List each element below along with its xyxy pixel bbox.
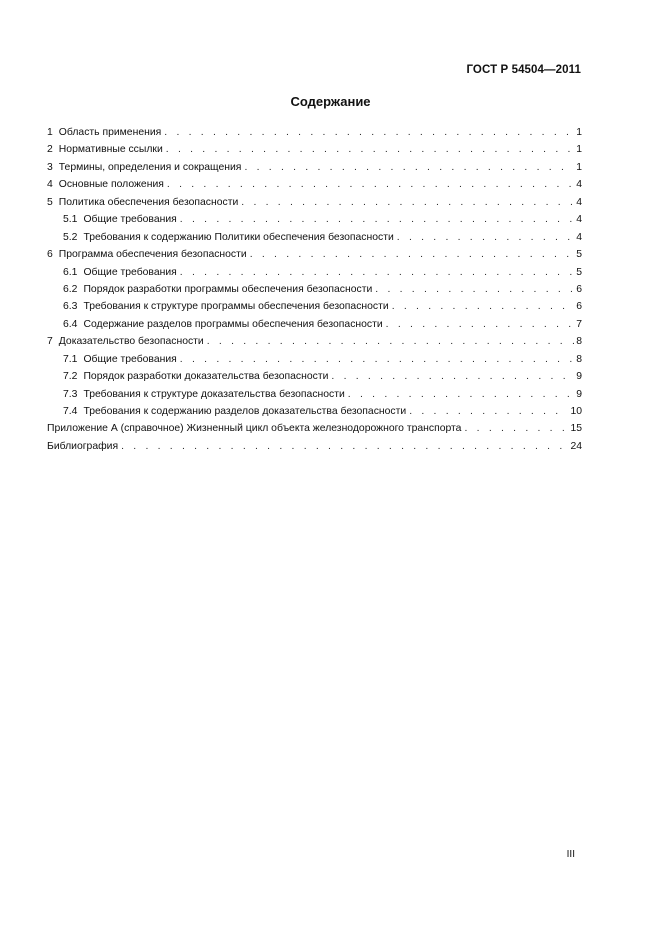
- toc-entry-number: 2: [47, 144, 53, 156]
- toc-entry-appendix[interactable]: [47, 420, 582, 437]
- toc-dot-leader: [250, 246, 575, 263]
- toc-entry-label: Общие требования: [83, 214, 177, 226]
- toc-entry-number: 7.4: [63, 406, 78, 417]
- toc-entry-number: 1: [47, 127, 53, 138]
- toc-subentry[interactable]: [47, 316, 582, 333]
- toc-entry-label: Требования к содержанию разделов доказательства безопасности: [83, 406, 407, 417]
- toc-entry-number: 5.2: [63, 231, 78, 243]
- toc-subentry[interactable]: [47, 403, 582, 420]
- toc-entry-label: Термины, определения и сокращения: [58, 161, 242, 173]
- toc-entry-page: 5: [576, 266, 582, 278]
- toc-entry-page: 6: [576, 283, 582, 295]
- toc-entry-label: Содержание разделов программы обеспечения безопасности: [83, 318, 383, 330]
- toc-entry-page: 4: [576, 231, 582, 243]
- table-of-contents: [47, 124, 582, 455]
- toc-dot-leader: [180, 211, 574, 228]
- toc-entry-page: 1: [576, 144, 582, 156]
- toc-entry-number: 5: [47, 196, 53, 208]
- toc-entry[interactable]: [47, 333, 582, 350]
- toc-entry-number: 6.3: [63, 301, 78, 313]
- toc-entry-label: Нормативные ссылки: [58, 144, 163, 156]
- toc-subentry[interactable]: [47, 386, 582, 403]
- toc-entry-page: 4: [576, 179, 582, 191]
- toc-entry-page: 4: [576, 214, 582, 226]
- toc-entry-page: 7: [576, 318, 582, 330]
- toc-subentry[interactable]: [47, 264, 582, 281]
- toc-entry-label: Область применения: [58, 127, 162, 138]
- toc-entry-label: Библиография: [47, 440, 119, 452]
- toc-entry-label: Требования к структуре программы обеспечения безопасности: [83, 301, 389, 313]
- toc-entry-number: 7.1: [63, 353, 78, 365]
- toc-subentry[interactable]: [47, 298, 582, 315]
- toc-subentry[interactable]: [47, 368, 582, 385]
- toc-entry[interactable]: [47, 159, 582, 176]
- page-title: Содержание: [290, 94, 371, 109]
- toc-entry-number: 6.4: [63, 318, 78, 330]
- toc-entry[interactable]: [47, 141, 582, 158]
- toc-dot-leader: [167, 176, 574, 193]
- toc-entry-page: 10: [570, 406, 582, 417]
- toc-entry-label: Порядок разработки программы обеспечения безопасности: [83, 283, 373, 295]
- toc-entry-label: Основные положения: [58, 179, 164, 191]
- toc-entry-label: Программа обеспечения безопасности: [58, 249, 247, 261]
- toc-subentry[interactable]: [47, 211, 582, 228]
- toc-entry-number: 6: [47, 249, 53, 261]
- toc-dot-leader: [166, 141, 574, 158]
- toc-dot-leader: [464, 420, 568, 437]
- toc-entry-label: Общие требования: [83, 353, 177, 365]
- toc-entry-page: 5: [576, 249, 582, 261]
- page-number: III: [566, 849, 575, 860]
- toc-entry-number: 5.1: [63, 214, 78, 226]
- toc-entry-page: 4: [576, 196, 582, 208]
- toc-entry[interactable]: [47, 176, 582, 193]
- toc-entry-number: 7: [47, 336, 53, 348]
- toc-entry-page: 9: [576, 371, 582, 383]
- toc-entry-page: 8: [576, 353, 582, 365]
- toc-dot-leader: [348, 386, 574, 403]
- toc-entry-number: 7.2: [63, 371, 78, 383]
- toc-entry[interactable]: [47, 194, 582, 211]
- toc-subentry[interactable]: [47, 351, 582, 368]
- toc-dot-leader: [180, 264, 574, 281]
- toc-dot-leader: [386, 316, 575, 333]
- toc-entry-page: 1: [576, 127, 582, 138]
- toc-entry-label: Приложение А (справочное) Жизненный цикл объекта железнодорожного транспорта: [47, 423, 462, 435]
- toc-entry-number: 6.2: [63, 283, 78, 295]
- toc-subentry[interactable]: [47, 229, 582, 246]
- toc-dot-leader: [397, 229, 574, 246]
- toc-dot-leader: [244, 159, 574, 176]
- toc-subentry[interactable]: [47, 281, 582, 298]
- toc-dot-leader: [207, 333, 574, 350]
- toc-entry-number: 4: [47, 179, 53, 191]
- toc-entry-number: 7.3: [63, 388, 78, 400]
- toc-entry-label: Требования к структуре доказательства безопасности: [83, 388, 345, 400]
- toc-entry-bibliography[interactable]: [47, 438, 582, 455]
- toc-entry-page: 9: [576, 388, 582, 400]
- toc-entry-number: 6.1: [63, 266, 78, 278]
- toc-entry-label: Политика обеспечения безопасности: [58, 196, 239, 208]
- toc-entry-page: 15: [570, 423, 582, 435]
- toc-dot-leader: [375, 281, 574, 298]
- toc-dot-leader: [121, 438, 568, 455]
- toc-dot-leader: [392, 298, 575, 315]
- toc-entry-page: 8: [576, 336, 582, 348]
- toc-entry-label: Требования к содержанию Политики обеспечения безопасности: [83, 231, 394, 243]
- toc-dot-leader: [180, 351, 574, 368]
- document-code: ГОСТ Р 54504—2011: [466, 64, 581, 76]
- toc-dot-leader: [409, 403, 568, 420]
- toc-entry[interactable]: [47, 124, 582, 141]
- toc-dot-leader: [241, 194, 574, 211]
- toc-entry-page: 6: [576, 301, 582, 313]
- toc-entry[interactable]: [47, 246, 582, 263]
- toc-entry-page: 24: [570, 440, 582, 452]
- toc-entry-label: Общие требования: [83, 266, 177, 278]
- toc-entry-label: Доказательство безопасности: [58, 336, 204, 348]
- toc-entry-page: 1: [576, 161, 582, 173]
- toc-entry-number: 3: [47, 161, 53, 173]
- toc-dot-leader: [164, 124, 574, 141]
- toc-entry-label: Порядок разработки доказательства безопасности: [83, 371, 329, 383]
- toc-dot-leader: [331, 368, 574, 385]
